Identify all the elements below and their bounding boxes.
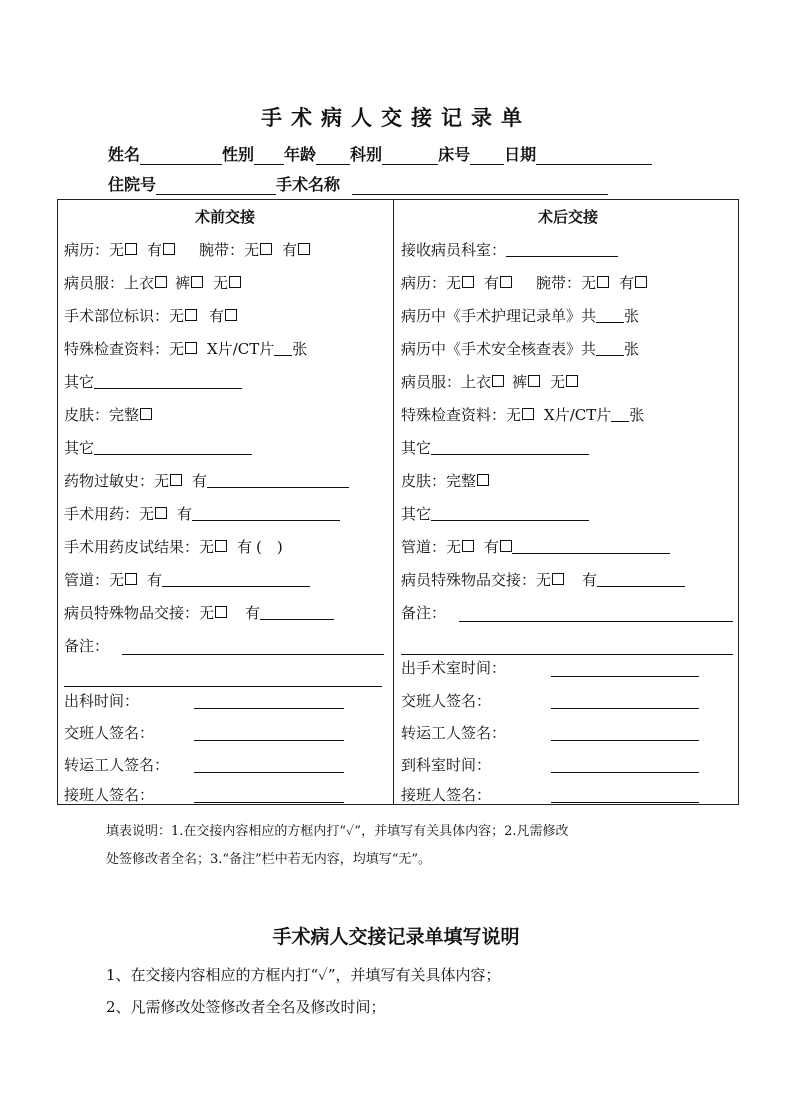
gender-label: 性别 [222, 145, 255, 164]
checkbox[interactable] [298, 243, 310, 255]
date-label: 日期 [504, 145, 537, 164]
name-field[interactable] [140, 146, 222, 165]
allergy-label: 药物过敏史： [64, 472, 155, 490]
checkbox[interactable] [125, 573, 137, 585]
have-label: 有 [147, 241, 163, 259]
surgery-name-field[interactable] [352, 176, 608, 195]
instructions-title: 手术病人交接记录单填写说明 [272, 926, 520, 948]
pre-site-mark-row [64, 303, 237, 329]
pre-allergy-row [64, 468, 349, 494]
transport-sign-field[interactable] [194, 772, 344, 773]
wristband-label: 腕带： [199, 241, 245, 259]
other-label: 其它 [401, 505, 432, 523]
date-field[interactable] [536, 146, 652, 165]
post-gown-row [401, 369, 578, 395]
post-exit-time-row [401, 655, 506, 681]
none-label: 无 [244, 241, 260, 259]
receiver-sign-field[interactable] [551, 802, 699, 803]
skin-label: 皮肤： [401, 472, 447, 490]
handover-sign-label: 交班人签名： [64, 724, 155, 742]
handover-sign-field[interactable] [194, 740, 344, 741]
items-label: 病员特殊物品交接： [64, 604, 200, 622]
sheets-label: 张 [624, 307, 640, 325]
intact-label: 完整 [446, 472, 477, 490]
header-row-2 [108, 172, 608, 196]
checkbox[interactable] [462, 540, 474, 552]
checkbox[interactable] [500, 276, 512, 288]
wristband-label: 腕带： [536, 274, 582, 292]
gender-field[interactable] [254, 146, 284, 165]
skin-test-result-field[interactable]: ( ) [256, 538, 283, 556]
arrive-time-label: 到科室时间： [401, 756, 492, 774]
have-label: 有 [177, 505, 193, 523]
have-label: 有 [282, 241, 298, 259]
instruction-item: 1、在交接内容相应的方框内打“✓”，并填写有关具体内容； [106, 966, 501, 984]
receiver-sign-label: 接班人签名： [64, 786, 155, 804]
pre-leave-time-row [64, 688, 139, 714]
dept-field[interactable] [382, 146, 438, 165]
other-label: 其它 [401, 439, 432, 457]
receiver-sign-label: 接班人签名： [401, 786, 492, 804]
post-special-exam-row [401, 402, 644, 428]
none-label: 无 [581, 274, 597, 292]
tube-field[interactable] [512, 535, 670, 554]
exit-time-label: 出手术室时间： [401, 659, 507, 677]
skin-test-label: 手术用药皮试结果： [64, 538, 200, 556]
site-mark-label: 手术部位标识： [64, 307, 170, 325]
other-field[interactable] [431, 436, 589, 455]
checkbox[interactable] [140, 408, 152, 420]
have-label: 有 [245, 604, 261, 622]
leave-time-label: 出科时间： [64, 692, 140, 710]
post-remarks-row [401, 600, 446, 626]
skin-label: 皮肤： [64, 406, 110, 424]
other-field[interactable] [431, 502, 589, 521]
safety-check-label: 病历中《手术安全核查表》共 [401, 340, 597, 358]
none-label: 无 [139, 505, 155, 523]
none-label: 无 [536, 571, 552, 589]
checkbox[interactable] [597, 276, 609, 288]
pre-tube-row [64, 567, 310, 593]
other-field[interactable] [94, 370, 242, 389]
nursing-record-count-field[interactable] [596, 304, 624, 323]
handover-sign-field[interactable] [551, 708, 699, 709]
pre-other-row-1 [64, 369, 242, 395]
admission-no-field[interactable] [156, 176, 276, 195]
sheet-count-field[interactable] [611, 403, 629, 422]
sheets-label: 张 [629, 406, 645, 424]
pants-label: 裤 [512, 373, 528, 391]
checkbox[interactable] [191, 276, 203, 288]
pre-items-row [64, 600, 334, 626]
items-label: 病员特殊物品交接： [401, 571, 537, 589]
checkbox[interactable] [170, 474, 182, 486]
remarks-label: 备注： [64, 637, 110, 655]
age-field[interactable] [316, 146, 350, 165]
post-items-row [401, 567, 685, 593]
pre-transport-row [64, 752, 169, 778]
checkbox[interactable] [225, 309, 237, 321]
post-receiver-row [401, 782, 491, 808]
pre-gown-row [64, 270, 241, 296]
pre-receiver-row [64, 782, 154, 808]
checkbox[interactable] [260, 243, 272, 255]
fill-notes [106, 818, 706, 874]
nursing-record-label: 病历中《手术护理记录单》共 [401, 307, 597, 325]
xray-ct-label: X片/CT片 [207, 340, 275, 358]
column-divider [393, 200, 394, 804]
transport-sign-field[interactable] [551, 740, 699, 741]
sheets-label: 张 [292, 340, 308, 358]
items-field[interactable] [260, 601, 334, 620]
post-arrive-time-row [401, 752, 491, 778]
post-op-heading: 术后交接 [537, 208, 598, 226]
have-label: 有 [582, 571, 598, 589]
special-exam-label: 特殊检查资料： [64, 340, 170, 358]
checkbox[interactable] [522, 408, 534, 420]
tube-field[interactable] [162, 568, 310, 587]
top-label: 上衣 [124, 274, 155, 292]
other-field[interactable] [94, 436, 252, 455]
arrive-time-field[interactable] [551, 772, 699, 773]
record-label: 病历： [64, 241, 110, 259]
none-label: 无 [506, 406, 522, 424]
special-exam-label: 特殊检查资料： [401, 406, 507, 424]
post-receive-dept-row [401, 237, 618, 263]
drug-label: 手术用药： [64, 505, 140, 523]
post-tube-row [401, 534, 670, 560]
remarks-label: 备注： [401, 604, 447, 622]
remarks-line[interactable] [64, 686, 382, 687]
none-label: 无 [109, 571, 125, 589]
post-other-row-2 [401, 501, 589, 527]
other-label: 其它 [64, 373, 95, 391]
intact-label: 完整 [109, 406, 140, 424]
fill-note-line: 填表说明：1.在交接内容相应的方框内打“✓”，并填写有关具体内容；2.凡需修改 [106, 824, 569, 839]
admission-no-label: 住院号 [108, 175, 157, 194]
checkbox[interactable] [492, 375, 504, 387]
gown-label: 病员服： [401, 373, 462, 391]
pre-special-exam-row [64, 336, 307, 362]
handover-sign-label: 交班人签名： [401, 692, 492, 710]
have-label: 有 [147, 571, 163, 589]
header-row-1 [108, 142, 652, 166]
other-label: 其它 [64, 439, 95, 457]
remarks-line[interactable] [459, 621, 733, 622]
drug-field[interactable] [192, 502, 340, 521]
none-label: 无 [109, 241, 125, 259]
checkbox[interactable] [462, 276, 474, 288]
receive-dept-label: 接收病员科室： [401, 241, 507, 259]
pre-skin-test-row [64, 534, 283, 560]
none-label: 无 [550, 373, 566, 391]
post-safety-check-row [401, 336, 639, 362]
post-skin-row [401, 468, 489, 494]
receiver-sign-field[interactable] [194, 802, 344, 803]
have-label: 有 [619, 274, 635, 292]
form-title: 手术病人交接记录单 [261, 106, 531, 130]
pants-label: 裤 [175, 274, 191, 292]
top-label: 上衣 [461, 373, 492, 391]
post-transport-row [401, 720, 506, 746]
checkbox[interactable] [477, 474, 489, 486]
pre-record-row [64, 237, 310, 263]
checkbox[interactable] [215, 540, 227, 552]
checkbox[interactable] [215, 606, 227, 618]
exit-time-field[interactable] [551, 676, 699, 677]
checkbox[interactable] [500, 540, 512, 552]
none-label: 无 [213, 274, 229, 292]
bed-field[interactable] [470, 146, 504, 165]
items-field[interactable] [597, 568, 685, 587]
transport-sign-label: 转运工人签名： [64, 756, 170, 774]
handover-table [57, 199, 739, 805]
have-label: 有 [484, 274, 500, 292]
none-label: 无 [199, 604, 215, 622]
dept-label: 科别 [350, 145, 383, 164]
checkbox[interactable] [185, 309, 197, 321]
record-label: 病历： [401, 274, 447, 292]
age-label: 年龄 [284, 145, 317, 164]
bed-label: 床号 [438, 145, 471, 164]
have-label: 有 [192, 472, 208, 490]
checkbox[interactable] [125, 243, 137, 255]
none-label: 无 [154, 472, 170, 490]
pre-other-row-2 [64, 435, 252, 461]
post-handover-row [401, 688, 491, 714]
name-label: 姓名 [108, 145, 141, 164]
checkbox[interactable] [163, 243, 175, 255]
pre-drug-row [64, 501, 340, 527]
post-nursing-record-row [401, 303, 639, 329]
fill-note-line: 处签修改者全名；3.“备注”栏中若无内容，均填写“无”。 [106, 852, 431, 867]
surgery-name-label: 手术名称 [276, 175, 341, 194]
have-label: 有 [484, 538, 500, 556]
gown-label: 病员服： [64, 274, 125, 292]
transport-sign-label: 转运工人签名： [401, 724, 507, 742]
checkbox[interactable] [528, 375, 540, 387]
have-label: 有 [237, 538, 253, 556]
sheet-count-field[interactable] [274, 337, 292, 356]
pre-remarks-row [64, 633, 109, 659]
have-label: 有 [209, 307, 225, 325]
post-other-row-1 [401, 435, 589, 461]
checkbox[interactable] [185, 342, 197, 354]
tube-label: 管道： [64, 571, 110, 589]
checkbox[interactable] [155, 276, 167, 288]
xray-ct-label: X片/CT片 [544, 406, 612, 424]
checkbox[interactable] [566, 375, 578, 387]
post-record-row [401, 270, 647, 296]
pre-skin-row [64, 402, 152, 428]
none-label: 无 [446, 538, 462, 556]
safety-check-count-field[interactable] [596, 337, 624, 356]
sheets-label: 张 [624, 340, 640, 358]
receive-dept-field[interactable] [506, 238, 618, 257]
checkbox[interactable] [155, 507, 167, 519]
checkbox[interactable] [635, 276, 647, 288]
checkbox[interactable] [229, 276, 241, 288]
checkbox[interactable] [552, 573, 564, 585]
none-label: 无 [199, 538, 215, 556]
tube-label: 管道： [401, 538, 447, 556]
remarks-line[interactable] [122, 654, 384, 655]
leave-time-field[interactable] [194, 708, 344, 709]
pre-handover-row [64, 720, 154, 746]
pre-op-heading: 术前交接 [194, 208, 255, 226]
none-label: 无 [169, 340, 185, 358]
allergy-field[interactable] [207, 469, 349, 488]
none-label: 无 [446, 274, 462, 292]
none-label: 无 [169, 307, 185, 325]
instruction-item: 2、凡需修改处签修改者全名及修改时间； [106, 998, 386, 1016]
